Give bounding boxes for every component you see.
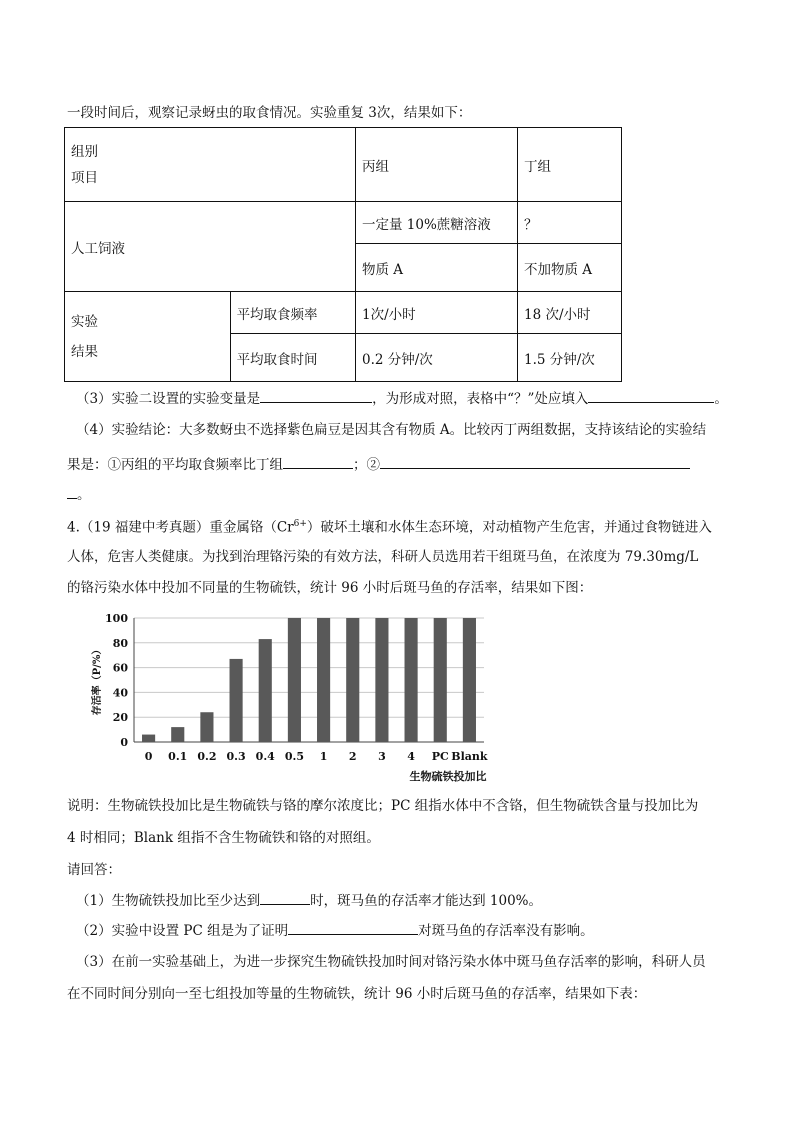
x-axis-label: 生物硫铁投加比	[409, 770, 487, 783]
q4-line-2	[67, 454, 690, 475]
col-ding: 丁组	[518, 128, 622, 202]
ask-line: 请回答：	[67, 862, 121, 878]
y-tick-label: 80	[112, 636, 128, 650]
q4-line-1: （4）实验结论：大多数蚜虫不选择紫色扁豆是因其含有物质 A。比较丙丁两组数据，支持该结论的实验结	[76, 422, 707, 438]
feed-bing-2: 物质 A	[356, 244, 518, 292]
feed-ding-1: ？	[518, 202, 622, 244]
q4-blank-2	[380, 454, 690, 469]
sub1-text-b: 时，斑马鱼的存活率才能达到 100%。	[310, 893, 542, 909]
q4-text-a: 果是：①丙组的平均取食频率比丁组	[67, 457, 283, 473]
x-tick-label: 0.2	[197, 750, 217, 763]
row-feed-label: 人工饲液	[65, 202, 356, 292]
bar	[200, 712, 213, 742]
question-3	[76, 388, 728, 409]
intro-line: 一段时间后，观察记录蚜虫的取食情况。实验重复 3次，结果如下：	[67, 105, 472, 121]
bar	[405, 618, 418, 742]
note-line-1: 说明：生物硫铁投加比是生物硫铁与铬的摩尔浓度比；PC 组指水体中不含铬，但生物硫铁含量与投加比为	[67, 798, 699, 814]
time-bing: 0.2 分钟/次	[356, 334, 518, 382]
sub2-blank	[288, 920, 418, 935]
problem4-line-3: 的铬污染水体中投加不同量的生物硫铁，统计 96 小时后斑马鱼的存活率，结果如下图：	[67, 580, 593, 596]
x-tick-label: 0.4	[255, 750, 275, 763]
x-tick-label: 3	[378, 750, 386, 763]
sub1-blank	[260, 890, 310, 905]
x-tick-label: 0.1	[168, 750, 188, 763]
header-item: 项目	[71, 169, 98, 186]
bar	[288, 618, 301, 742]
x-tick-label: 2	[348, 750, 357, 763]
result-label-1: 实验	[71, 313, 98, 330]
x-tick-label: 0.5	[284, 750, 304, 763]
sub-question-1	[76, 890, 542, 911]
result-label-2: 结果	[71, 343, 98, 360]
bar	[317, 618, 330, 742]
bar	[434, 618, 447, 742]
sub3-line-1: （3）在前一实验基础上，为进一步探究生物硫铁投加时间对铬污染水体中斑马鱼存活率的影响，科研人员	[76, 954, 706, 970]
x-tick-label: 4	[407, 750, 415, 763]
y-tick-label: 0	[120, 736, 128, 749]
y-tick-label: 100	[105, 612, 128, 625]
metric-freq: 平均取食频率	[230, 292, 355, 334]
sub1-text-a: （1）生物硫铁投加比至少达到	[76, 893, 261, 909]
bar	[230, 659, 243, 742]
cr-superscript: 6+	[293, 519, 307, 529]
problem4-line-1	[67, 514, 712, 538]
x-tick-label: 0	[144, 750, 153, 763]
sub3-line-2: 在不同时间分别向一至七组投加等量的生物硫铁，统计 96 小时后斑马鱼的存活率，结果如下表：	[67, 986, 647, 1002]
q4-blank-1	[283, 454, 353, 469]
bar	[171, 727, 184, 742]
bar	[375, 618, 388, 742]
x-tick-label: 1	[319, 750, 328, 763]
survival-bar-chart	[84, 606, 504, 788]
q4-text-b: ；②	[353, 457, 380, 473]
header-group: 组别	[71, 143, 98, 160]
y-tick-label: 40	[112, 686, 128, 700]
bar	[346, 618, 359, 742]
experiment-table	[64, 127, 622, 382]
q3-text-3: 。	[714, 391, 728, 407]
x-tick-label: 0.3	[226, 750, 246, 763]
freq-ding: 18 次/小时	[518, 292, 622, 334]
result-label-cell	[65, 292, 231, 382]
table-header-cell	[65, 128, 356, 202]
q3-blank-1	[260, 388, 372, 403]
metric-time: 平均取食时间	[230, 334, 355, 382]
note-line-2: 4 时相同；Blank 组指不含生物硫铁和铬的对照组。	[67, 830, 380, 846]
bar	[463, 618, 476, 742]
q4-line-3	[67, 484, 91, 505]
sub2-text-a: （2）实验中设置 PC 组是为了证明	[76, 923, 289, 939]
q3-text-2: ，为形成对照，表格中“？”处应填入	[372, 391, 589, 407]
bar	[142, 735, 155, 742]
y-axis-label: 存活率（P/%）	[92, 644, 103, 716]
y-tick-label: 20	[112, 711, 128, 725]
q3-text-1: （3）实验二设置的实验变量是	[76, 391, 261, 407]
freq-bing: 1次/小时	[356, 292, 518, 334]
sub-question-2	[76, 920, 594, 941]
sub2-text-b: 对斑马鱼的存活率没有影响。	[418, 923, 594, 939]
q4-blank-3	[67, 484, 77, 499]
problem4-text-a: 4.（19 福建中考真题）重金属铬（Cr	[67, 519, 294, 536]
x-tick-label: Blank	[451, 750, 488, 763]
col-bing: 丙组	[356, 128, 518, 202]
feed-ding-2: 不加物质 A	[518, 244, 622, 292]
x-tick-label: PC	[431, 750, 449, 763]
problem4-line-2: 人体，危害人类健康。为找到治理铬污染的有效方法，科研人员选用若干组斑马鱼，在浓度为 79.30mg/L	[67, 549, 699, 565]
time-ding: 1.5 分钟/次	[518, 334, 622, 382]
problem4-text-b: ）破坏土壤和水体生态环境，对动植物产生危害，并通过食物链进入	[306, 519, 712, 536]
bar	[259, 639, 272, 742]
feed-bing-1: 一定量 10%蔗糖溶液	[356, 202, 518, 244]
q4-end: 。	[77, 487, 91, 503]
y-tick-label: 60	[112, 661, 128, 675]
q3-blank-2	[588, 388, 714, 403]
